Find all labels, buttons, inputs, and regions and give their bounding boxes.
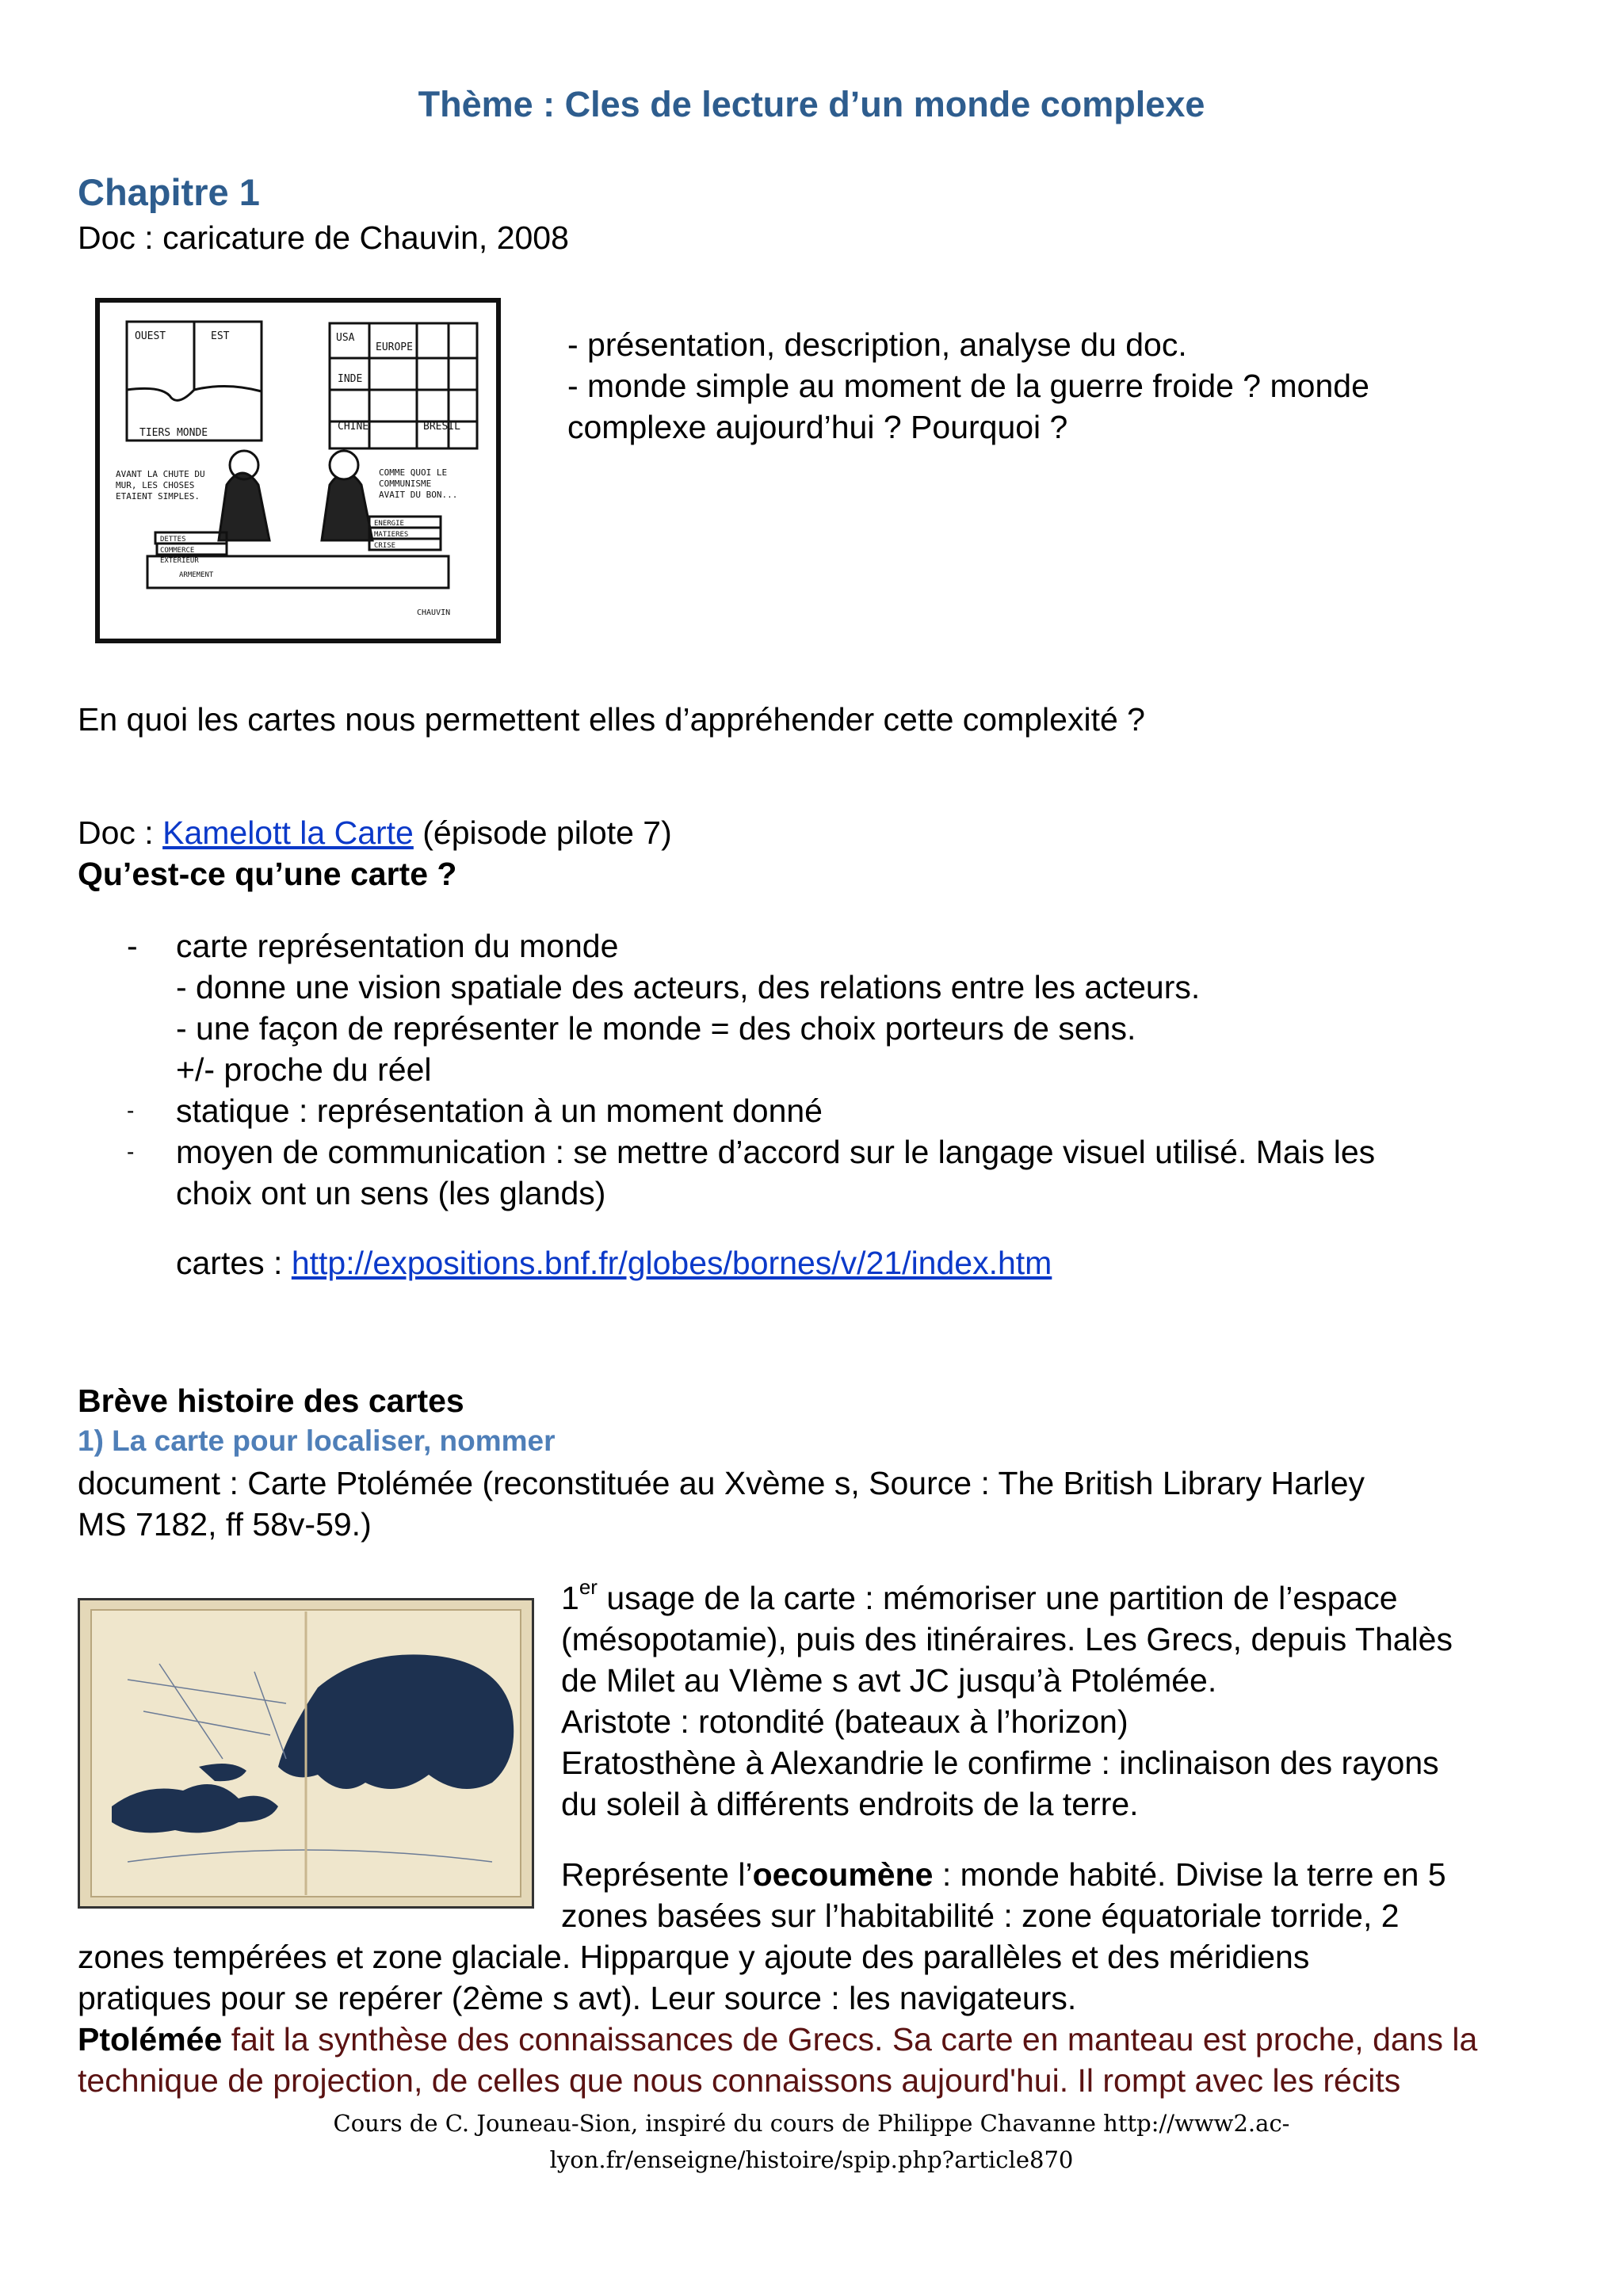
cartoon-label-chine: CHINE xyxy=(338,421,369,433)
cartoon-point-1: - présentation, description, analyse du doc. xyxy=(567,326,1187,363)
cartes-link-line xyxy=(176,1242,1052,1283)
heading-quest-ce-quune-carte: Qu’est-ce qu’une carte ? xyxy=(78,856,457,892)
page-title: Thème : Cles de lecture d’un monde complexe xyxy=(418,84,1205,124)
cartes-prefix: cartes : xyxy=(176,1245,292,1281)
bullet-text: carte représentation du monde xyxy=(176,928,619,964)
cartoon-label-est: EST xyxy=(211,330,230,342)
cartoon-speech-6: AVAIT DU BON... xyxy=(379,490,458,500)
cartoon-book-exterieur: EXTERIEUR xyxy=(160,557,199,565)
bullet-text: statique : représentation à un moment donné xyxy=(176,1093,823,1129)
cartoon-speech-4: COMME QUOI LE xyxy=(379,467,448,478)
cartoon-speech-2: MUR, LES CHOSES xyxy=(116,480,195,490)
oecoumene-line-1 xyxy=(561,1854,1446,1895)
ptolemy-para1-text: usage de la carte : mémoriser une partition de l’espace xyxy=(597,1580,1398,1616)
bullet-text: - donne une vision spatiale des acteurs, des relations entre les acteurs. xyxy=(176,969,1201,1005)
bullet-text: moyen de communication : se mettre d’accord sur le langage visuel utilisé. Mais les xyxy=(176,1134,1376,1170)
ptolemy-para1-line: du soleil à différents endroits de la terre. xyxy=(561,1786,1139,1822)
cartoon-book-crise: CRISE xyxy=(374,542,396,550)
cartoon-book-energie: ENERGIE xyxy=(374,520,404,528)
heading-breve-histoire: Brève histoire des cartes xyxy=(78,1383,464,1419)
bnf-globes-link[interactable]: http://expositions.bnf.fr/globes/bornes/v/21/index.htm xyxy=(291,1245,1052,1281)
chapter-heading: Chapitre 1 xyxy=(78,171,260,213)
doc-kamelott-prefix: Doc : xyxy=(78,814,163,851)
kamelott-link[interactable]: Kamelott la Carte xyxy=(162,814,414,851)
doc-kamelott-line xyxy=(78,812,672,853)
bullet-marker: - xyxy=(127,928,138,964)
doc-caption-caricature: Doc : caricature de Chauvin, 2008 xyxy=(78,219,569,256)
cartoon-book-commerce: COMMERCE xyxy=(160,547,195,555)
cartoon-book-armement: ARMEMENT xyxy=(179,571,214,579)
doc-ptolemee-line-2: MS 7182, ff 58v-59.) xyxy=(78,1506,372,1543)
cartoon-label-tiers-monde: TIERS MONDE xyxy=(139,427,208,439)
ptolemee-name: Ptolémée xyxy=(78,2021,223,2058)
ptolemee-line-1 xyxy=(78,2019,1477,2060)
ptolemy-para1-line: Eratosthène à Alexandrie le confirme : inclinaison des rayons xyxy=(561,1745,1439,1781)
bullet-text: - une façon de représenter le monde = des choix porteurs de sens. xyxy=(176,1010,1136,1047)
ptolemy-para1-line: (mésopotamie), puis des itinéraires. Les Grecs, depuis Thalès xyxy=(561,1621,1453,1657)
footer-line-2: lyon.fr/enseigne/histoire/spip.php?article870 xyxy=(549,2146,1074,2173)
cartoon-speech-3: ETAIENT SIMPLES. xyxy=(116,491,200,502)
subheading-localiser-nommer: 1) La carte pour localiser, nommer xyxy=(78,1425,556,1457)
cartoon-speech-5: COMMUNISME xyxy=(379,479,432,489)
oecoumene-line-3: zones tempérées et zone glaciale. Hipparque y ajoute des parallèles et des méridiens xyxy=(78,1939,1310,1975)
cartoon-label-usa: USA xyxy=(336,332,355,344)
caricature-drawing xyxy=(100,303,496,639)
oecoumene-term: oecoumène xyxy=(752,1856,934,1893)
footer-line-1: Cours de C. Jouneau-Sion, inspiré du cours de Philippe Chavanne http://www2.ac- xyxy=(333,2110,1290,2137)
cartoon-label-europe: EUROPE xyxy=(376,341,413,353)
ptolemy-para1-line-1 xyxy=(561,1577,1398,1619)
ptolemee-line-2: technique de projection, de celles que nous connaissons aujourd'hui. Il rompt avec les récits xyxy=(78,2062,1401,2099)
cartoon-point-3: complexe aujourd’hui ? Pourquoi ? xyxy=(567,409,1068,445)
oecoumene-line-4: pratiques pour se repérer (2ème s avt). Leur source : les navigateurs. xyxy=(78,1980,1077,2016)
cartoon-label-inde: INDE xyxy=(338,373,363,385)
ptolemy-para1-line: Aristote : rotondité (bateaux à l’horizon) xyxy=(561,1703,1128,1740)
ordinal-number: 1 xyxy=(561,1580,579,1616)
cartoon-book-matieres: MATIERES xyxy=(374,531,409,539)
bullet-marker: - xyxy=(127,1139,135,1164)
cartoon-point-2: - monde simple au moment de la guerre froide ? monde xyxy=(567,368,1369,404)
ptolemy-para1-line: de Milet au VIème s avt JC jusqu’à Ptolémée. xyxy=(561,1662,1217,1699)
caricature-image xyxy=(95,298,501,643)
doc-kamelott-suffix: (épisode pilote 7) xyxy=(413,814,672,851)
ordinal-suffix: er xyxy=(579,1575,598,1600)
cartoon-signature: CHAUVIN xyxy=(417,608,451,617)
ptolemee-text: fait la synthèse des connaissances de Grecs. Sa carte en manteau est proche, dans la xyxy=(222,2021,1478,2058)
bullet-text: +/- proche du réel xyxy=(176,1051,432,1088)
doc-ptolemee-line-1: document : Carte Ptolémée (reconstituée au Xvème s, Source : The British Library Harley xyxy=(78,1465,1365,1501)
cartoon-book-dettes: DETTES xyxy=(160,536,186,543)
cartoon-label-bresil: BRESIL xyxy=(423,421,460,433)
oecoumene-post: : monde habité. Divise la terre en 5 xyxy=(933,1856,1446,1893)
cartoon-speech-1: AVANT LA CHUTE DU xyxy=(116,469,205,479)
bullet-text: choix ont un sens (les glands) xyxy=(176,1175,606,1211)
ptolemy-map-image xyxy=(78,1598,534,1909)
oecoumene-line-2: zones basées sur l’habitabilité : zone équatoriale torride, 2 xyxy=(561,1897,1400,1934)
cartoon-label-ouest: OUEST xyxy=(135,330,166,342)
bullet-marker: - xyxy=(127,1098,135,1123)
ptolemy-map-drawing xyxy=(80,1600,532,1906)
oecoumene-pre: Représente l’ xyxy=(561,1856,753,1893)
question-complexite: En quoi les cartes nous permettent elles d’appréhender cette complexité ? xyxy=(78,701,1145,738)
